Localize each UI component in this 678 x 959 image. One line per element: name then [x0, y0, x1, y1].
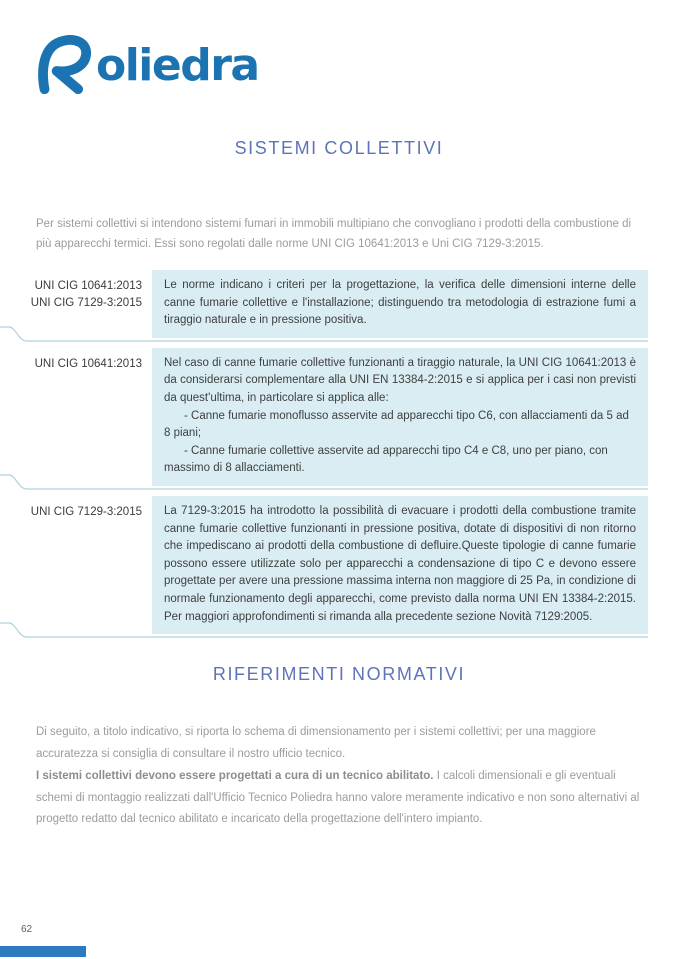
outro-note: [36, 766, 644, 832]
norm-label-line: UNI CIG 7129-3:2015: [30, 505, 142, 518]
table-row: [0, 496, 678, 634]
brand-wordmark: oliedra: [96, 40, 259, 91]
section-title-riferimenti-normativi: RIFERIMENTI NORMATIVI: [212, 664, 466, 684]
norm-cell: [152, 496, 648, 634]
intro-paragraph: Per sistemi collettivi si intendono sistemi fumari in immobili multipiano che convogliano i prodotti della combustione di più apparecchi termici. Essi sono regolati dalle norme UNI CIG 10641:2013 e Uni CIG 7129-3:2015.: [36, 218, 632, 251]
poliedra-p-icon: [38, 34, 94, 94]
outro-bold-sentence: I sistemi collettivi devono essere progettati a cura di un tecnico abilitato.: [36, 769, 434, 782]
norm-cell-list-item: - Canne fumarie collettive asservite ad apparecchi tipo C4 e C8, uno per piano, con massimo di 8 allacciamenti.: [164, 444, 608, 475]
outro-paragraphs: [36, 722, 644, 831]
norm-label-line: UNI CIG 10641:2013: [34, 280, 142, 292]
norm-label: [0, 348, 152, 486]
norm-table: [0, 270, 678, 644]
outro-lead: Di seguito, a titolo indicativo, si riporta lo schema di dimensionamento per i sistemi collettivi; per una maggiore accuratezza si consiglia di consultare il nostro ufficio tecnico.: [36, 726, 596, 760]
page-number: 62: [21, 924, 33, 935]
section-title-sistemi-collettivi: SISTEMI COLLETTIVI: [234, 138, 444, 158]
norm-cell-paragraph: Nel caso di canne fumarie collettive funzionanti a tiraggio naturale, la UNI CIG 10641:2013 è da considerarsi complementare alla UNI EN 13384-2:2015 e si applica per i casi non previsti da quest'ultima, in particolare si applica alle:: [164, 356, 636, 404]
footer-accent-bar: [0, 946, 86, 957]
norm-label-line: UNI CIG 10641:2013: [34, 357, 142, 370]
norm-cell-paragraph: La 7129-3:2015 ha introdotto la possibilità di evacuare i prodotti della combustione tramite canne fumarie collettive funzionanti in pressione positiva, dotate di dispositivi di non ritorno che impediscano ai prodotti della combustione di defluire.Queste tipologie di canne fumarie possono essere utilizzate solo per apparecchi a condensazione di tipo C e devono essere progettate per avere una pressione massima interna non maggiore di 25 Pa, in condizione di normale funzionamento degli apparecchi, come previsto dalla norma UNI EN 13384-2:2015. Per maggiori approfondimenti si rimanda alla precedente sezione Novità 7129:2005.: [164, 504, 636, 623]
norm-cell: [152, 270, 648, 338]
norm-cell: [152, 348, 648, 486]
outro-rest: I calcoli dimensionali e gli eventuali schemi di montaggio realizzati dall'Ufficio Tecnico Poliedra hanno valore meramente indicativo e non sono alternativi al progetto redatto dal tecnico abilitato e incaricato della progettazione dell'intero impianto.: [36, 769, 640, 826]
norm-label-line: UNI CIG 7129-3:2015: [30, 297, 142, 310]
norm-cell-list-item: - Canne fumarie monoflusso asservite ad apparecchi tipo C6, con allacciamenti da 5 ad 8 piani;: [164, 409, 629, 440]
norm-cell-paragraph: Le norme indicano i criteri per la progettazione, la verifica delle dimensioni interne delle canne fumarie collettive e l'installazione; distinguendo tra metodologia di estrazione fumi a tiraggio naturale e in pressione positiva.: [164, 279, 636, 327]
brand-logo: [38, 34, 259, 94]
norm-label: [0, 270, 152, 338]
table-row: [0, 348, 678, 486]
norm-label: [0, 496, 152, 634]
table-row: [0, 270, 678, 338]
